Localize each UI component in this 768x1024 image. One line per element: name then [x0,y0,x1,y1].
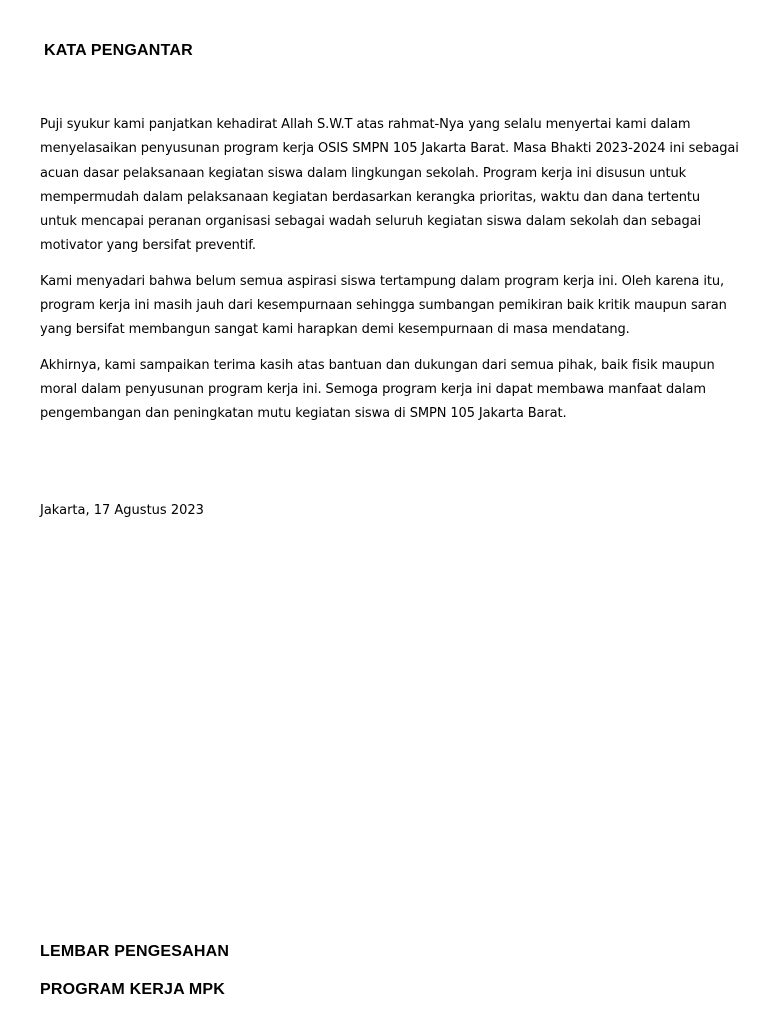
paragraph-closing: Akhirnya, kami sampaikan terima kasih atas bantuan dan dukungan dari semua pihak, baik fisik maupun moral dalam penyusunan program kerja ini. Semoga program kerja ini dapat membawa manfaat dalam pengembangan dan peningkatan mutu kegiatan siswa di SMPN 105 Jakarta Barat. [40,357,715,422]
body-text [40,113,740,438]
page-title: KATA PENGANTAR [44,42,193,59]
paragraph-intro: Puji syukur kami panjatkan kehadirat Allah S.W.T atas rahmat-Nya yang selalu menyertai kami dalam menyelasaikan penyusunan program kerja OSIS SMPN 105 Jakarta Barat. Masa Bhakti 2023-2024 ini sebagai acuan dasar pelaksanaan kegiatan siswa dalam lingkungan sekolah. Program kerja ini disusun untuk mempermudah dalam pelaksanaan kegiatan berdasarkan kerangka prioritas, waktu dan dana tertentu untuk mencapai peranan organisasi sebagai wadah seluruh kegiatan siswa dalam sekolah dan sebagai motivator yang bersifat preventif. [40,117,739,254]
paragraph-acknowledgement: Kami menyadari bahwa belum semua aspirasi siswa tertampung dalam program kerja ini. Oleh karena itu, program kerja ini masih jauh dari kesempurnaan sehingga sumbangan pemikiran baik kritik maupun saran yang bersifat membangun sangat kami harapkan demi kesempurnaan di masa mendatang. [40,273,727,338]
heading-lembar-pengesahan: LEMBAR PENGESAHAN [40,943,230,960]
date-line: Jakarta, 17 Agustus 2023 [40,503,204,518]
heading-program-kerja: PROGRAM KERJA MPK [40,981,226,998]
